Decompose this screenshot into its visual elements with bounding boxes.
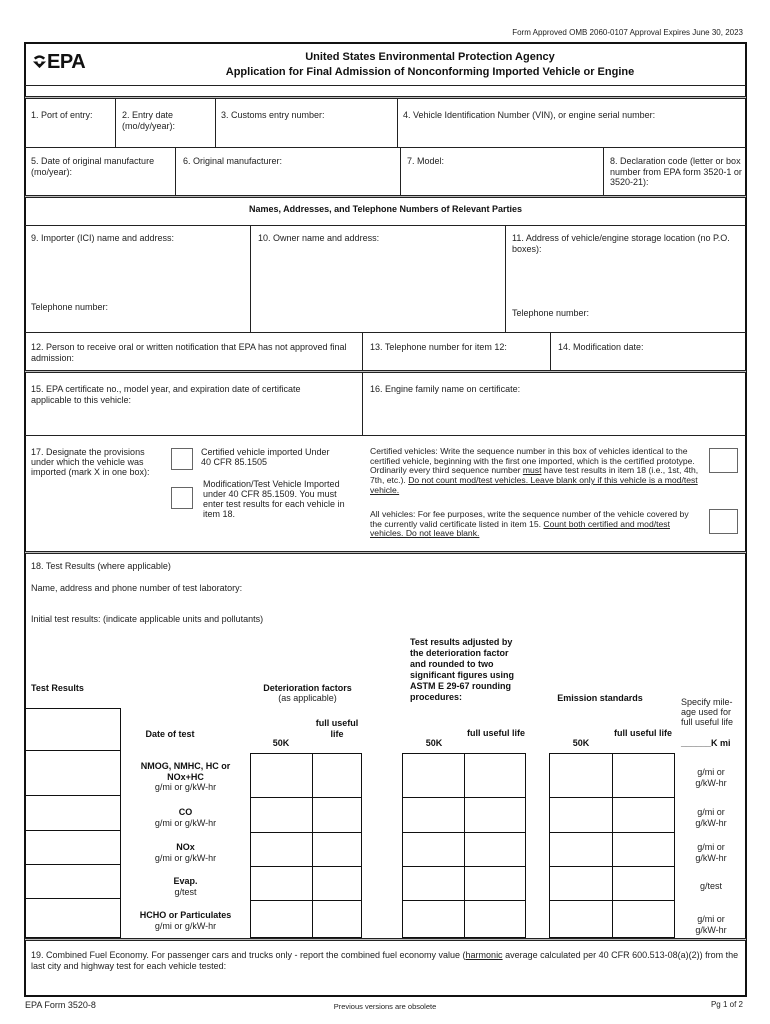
df-50k-co[interactable] [250, 797, 313, 833]
std-50k-hcho[interactable] [549, 900, 613, 938]
std-50k-nox[interactable] [549, 832, 613, 867]
date-of-test-cell[interactable] [24, 708, 121, 751]
test-laboratory-field[interactable]: Name, address and phone number of test laboratory: [31, 583, 243, 593]
adj-ful-nmog[interactable] [464, 753, 526, 798]
date-of-test-label: Date of test [145, 729, 195, 739]
checkbox-modification-test-vehicle[interactable] [171, 487, 193, 509]
test-result-cell-evap[interactable] [24, 864, 121, 899]
field-16-engine-family[interactable]: 16. Engine family name on certificate: [370, 384, 521, 394]
field-13-telephone[interactable]: 13. Telephone number for item 12: [370, 342, 507, 352]
all-vehicles-instructions: All vehicles: For fee purposes, write the sequence number of the vehicle covered by the currently valid certificate listed in item 15. Count both certified and mod/test vehicles. Do not leave blank. [370, 509, 689, 539]
adj-50k-hcho[interactable] [402, 900, 465, 938]
pollutant-row-co: CO g/mi or g/kW-hr [154, 807, 217, 828]
col-deterioration-factors: Deterioration factors [263, 683, 352, 693]
std-unit-nmog: g/mi or g/kW-hr [695, 767, 727, 788]
pollutant-row-nox: NOx g/mi or g/kW-hr [154, 842, 217, 863]
std-50k-evap[interactable] [549, 866, 613, 901]
page-number: Pg 1 of 2 [710, 1000, 743, 1009]
std-ful-co[interactable] [612, 797, 675, 833]
epa-flower-icon [32, 54, 47, 69]
checkbox-certified-vehicle[interactable] [171, 448, 193, 470]
item-18-title: 18. Test Results (where applicable) [31, 561, 171, 571]
col-test-results: Test Results [31, 683, 84, 693]
std-unit-hcho: g/mi or g/kW-hr [695, 914, 727, 935]
certified-vehicles-instructions: Certified vehicles: Write the sequence number in this box of vehicles identical to the certified vehicle, beginning with the first one imported, which is the certified prototype. Ordinarily every third sequence number must have test results in item 18 (i.e., 1st, 4th, 7th, etc.). Do not count mod/test vehicles. Leave blank only if this vehicle is a mod/test vehicle. [370, 446, 699, 495]
field-5-date-of-manufacture[interactable]: 5. Date of original manufacture (mo/year): [31, 156, 155, 177]
field-11-telephone[interactable]: Telephone number: [512, 308, 590, 318]
pollutant-row-evap: Evap. g/test [173, 876, 198, 897]
form-title: Application for Final Admission of Nonconforming Imported Vehicle or Engine [225, 66, 635, 78]
field-9-telephone[interactable]: Telephone number: [31, 302, 109, 312]
col-adjusted-results: Test results adjusted by the deterioration factor and rounded to two significant figures using ASTM E 29-67 rounding procedures: [410, 637, 515, 702]
logo-text: EPA [47, 51, 86, 73]
col-deterioration-sub: (as applicable) [278, 693, 337, 703]
adj-ful-evap[interactable] [464, 866, 526, 901]
field-4-vin[interactable]: 4. Vehicle Identification Number (VIN), or engine serial number: [403, 110, 656, 120]
std-ful-nmog[interactable] [612, 753, 675, 798]
field-9-importer[interactable]: 9. Importer (ICI) name and address: [31, 233, 175, 243]
initial-test-results-label: Initial test results: (indicate applicable units and pollutants) [31, 614, 264, 624]
field-6-original-manufacturer[interactable]: 6. Original manufacturer: [183, 156, 283, 166]
df-50k-nox[interactable] [250, 832, 313, 867]
agency-name: United States Environmental Protection Agency [305, 51, 555, 63]
standards-50k: 50K [572, 738, 590, 748]
field-7-model[interactable]: 7. Model: [407, 156, 445, 166]
adjusted-full-useful-life: full useful life [466, 728, 525, 738]
parties-heading: Names, Addresses, and Telephone Numbers of Relevant Parties [248, 204, 523, 214]
field-14-modification-date[interactable]: 14. Modification date: [558, 342, 644, 352]
field-3-customs-entry-number[interactable]: 3. Customs entry number: [221, 110, 325, 120]
adj-50k-co[interactable] [402, 797, 465, 833]
std-unit-evap: g/test [699, 881, 722, 891]
std-ful-evap[interactable] [612, 866, 675, 901]
col-emission-standards: Emission standards [557, 693, 643, 703]
field-1-port-of-entry[interactable]: 1. Port of entry: [31, 110, 93, 120]
field-8-declaration-code[interactable]: 8. Declaration code (letter or box number from EPA form 3520-1 or 3520-21): [610, 156, 742, 187]
option-modification-test-vehicle: Modification/Test Vehicle Imported under 40 CFR 85.1509. You must enter test results for each vehicle in item 18. [203, 479, 345, 519]
field-12-notification-person[interactable]: 12. Person to receive oral or written notification that EPA has not approved final admission: [31, 342, 347, 363]
certified-sequence-number-box[interactable] [709, 448, 738, 473]
test-result-cell-nmog[interactable] [24, 750, 121, 796]
adj-50k-evap[interactable] [402, 866, 465, 901]
std-50k-co[interactable] [549, 797, 613, 833]
form-number: EPA Form 3520-8 [25, 1000, 96, 1010]
deterioration-50k: 50K [272, 738, 290, 748]
deterioration-full-useful-life: full useful life [315, 718, 359, 739]
df-50k-nmog[interactable] [250, 753, 313, 798]
field-15-epa-certificate[interactable]: 15. EPA certificate no., model year, and expiration date of certificate applicable to this vehicle: [31, 384, 301, 405]
std-50k-nmog[interactable] [549, 753, 613, 798]
item-17-label: 17. Designate the provisions under which the vehicle was imported (mark X in one box): [31, 447, 150, 477]
pollutant-row-hcho: HCHO or Particulates g/mi or g/kW-hr [139, 910, 232, 931]
adjusted-50k: 50K [425, 738, 443, 748]
std-ful-hcho[interactable] [612, 900, 675, 938]
std-unit-co: g/mi or g/kW-hr [695, 807, 727, 828]
standards-full-useful-life: full useful life [613, 728, 672, 738]
adj-ful-co[interactable] [464, 797, 526, 833]
df-ful-hcho[interactable] [312, 900, 362, 938]
test-result-cell-nox[interactable] [24, 830, 121, 865]
field-10-owner[interactable]: 10. Owner name and address: [258, 233, 380, 243]
pollutant-row-nmog: NMOG, NMHC, HC or NOx+HC g/mi or g/kW-hr [140, 761, 231, 792]
df-ful-co[interactable] [312, 797, 362, 833]
col-mileage: Specify mile-age used for full useful life [681, 697, 734, 727]
adj-50k-nmog[interactable] [402, 753, 465, 798]
omb-notice: Form Approved OMB 2060-0107 Approval Expires June 30, 2023 [512, 28, 743, 37]
df-ful-nox[interactable] [312, 832, 362, 867]
df-50k-evap[interactable] [250, 866, 313, 901]
test-result-cell-co[interactable] [24, 795, 121, 831]
std-unit-nox: g/mi or g/kW-hr [695, 842, 727, 863]
item-19-combined-fuel-economy[interactable]: 19. Combined Fuel Economy. For passenger cars and trucks only - report the combined fuel economy value (harmonic average calculated per 40 CFR 600.513-08(a)(2)) from the last city and highway test for each vehicle tested: [31, 950, 739, 971]
adj-ful-hcho[interactable] [464, 900, 526, 938]
df-ful-evap[interactable] [312, 866, 362, 901]
field-11-storage-location[interactable]: 11. Address of vehicle/engine storage location (no P.O. boxes): [512, 233, 730, 254]
mileage-k-mi-field[interactable]: ______K mi [681, 738, 731, 748]
all-vehicles-sequence-number-box[interactable] [709, 509, 738, 534]
df-50k-hcho[interactable] [250, 900, 313, 938]
adj-ful-nox[interactable] [464, 832, 526, 867]
obsolete-notice: Previous versions are obsolete [333, 1002, 437, 1011]
epa-logo [32, 51, 85, 74]
adj-50k-nox[interactable] [402, 832, 465, 867]
test-result-cell-hcho[interactable] [24, 898, 121, 938]
std-ful-nox[interactable] [612, 832, 675, 867]
option-certified-vehicle: Certified vehicle imported Under 40 CFR 85.1505 [201, 447, 330, 467]
field-2-entry-date[interactable]: 2. Entry date (mo/dy/year): [122, 110, 176, 131]
df-ful-nmog[interactable] [312, 753, 362, 798]
